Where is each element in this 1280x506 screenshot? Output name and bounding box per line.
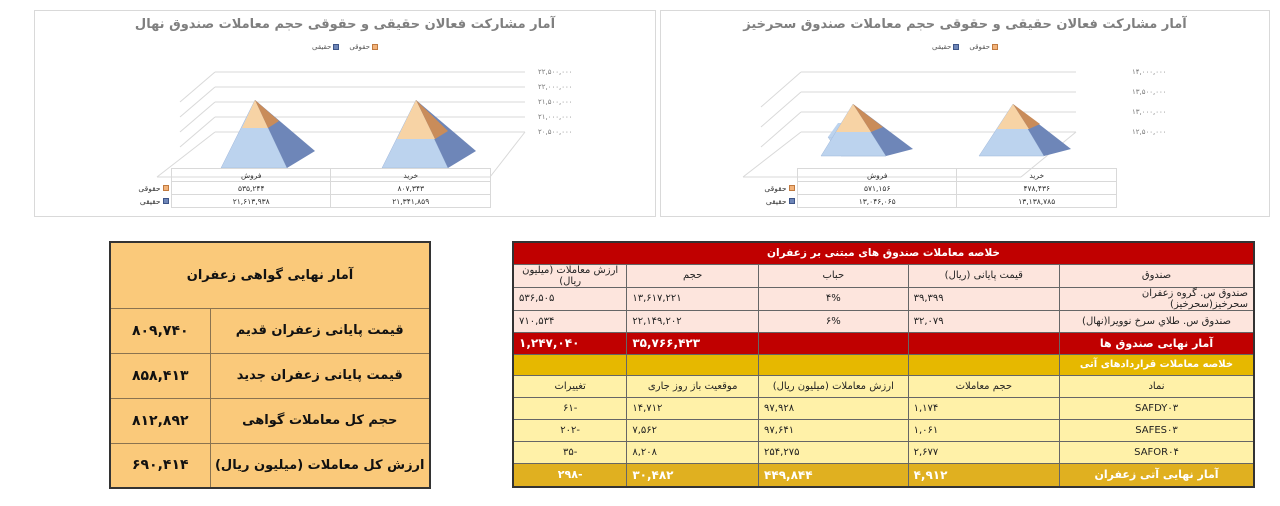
cat-sell: فروش	[797, 169, 957, 182]
y-tick: ۱۳,۰۰۰,۰۰۰	[1132, 108, 1167, 116]
table-row: حجم کل معاملات گواهی ۸۱۲,۸۹۲	[110, 398, 430, 443]
real-swatch-icon	[789, 198, 795, 204]
y-tick: ۲۲,۰۰۰,۰۰۰	[538, 83, 573, 91]
funds-title: خلاصه معاملات صندوق های مبتنی بر زعفران	[513, 242, 1254, 264]
table-row: صندوق س. گروه زعفران سحرخیز(سحرخیز) ۳۹,۳۹۹ ۴% ۱۳,۶۱۷,۲۲۱ ۵۳۶,۵۰۵	[513, 287, 1254, 310]
chart-sahar-title: آمار مشارکت فعالان حقیقی و حقوقی حجم معاملات صندوق سحرخیز	[743, 17, 1187, 32]
chart-nahal-panel	[34, 10, 656, 217]
certificate-stats-table	[109, 241, 431, 489]
row-legal: حقوقی	[748, 182, 798, 195]
legal-swatch-icon	[789, 185, 795, 191]
y-tick: ۱۴,۰۰۰,۰۰۰	[1132, 68, 1167, 76]
row-real: حقیقی	[122, 195, 172, 208]
row-legal: حقوقی	[122, 182, 172, 195]
y-tick: ۲۱,۵۰۰,۰۰۰	[538, 98, 573, 106]
chart-sahar-panel	[660, 10, 1270, 217]
legend-item-real: حقیقی	[932, 43, 959, 51]
table-row: SAFDY۰۳ ۱,۱۷۴ ۹۷,۹۲۸ ۱۴,۷۱۲ -۶۱	[513, 397, 1254, 419]
y-tick: ۲۱,۰۰۰,۰۰۰	[538, 113, 573, 121]
chart-nahal-title: آمار مشارکت فعالان حقیقی و حقوقی حجم معاملات صندوق نهال	[134, 17, 556, 32]
futures-total-row: آمار نهایی آتی زعفران ۴,۹۱۲ ۴۴۹,۸۴۴ ۳۰,۴۸۲ -۲۹۸	[513, 463, 1254, 487]
table-row: قیمت پایانی زعفران قدیم ۸۰۹,۷۴۰	[110, 308, 430, 353]
real-swatch-icon	[163, 198, 169, 204]
row-real: حقیقی	[748, 195, 798, 208]
table-row: ارزش کل معاملات (میلیون ریال) ۶۹۰,۴۱۴	[110, 443, 430, 488]
y-tick: ۲۲,۵۰۰,۰۰۰	[538, 68, 573, 76]
y-tick: ۱۳,۵۰۰,۰۰۰	[1132, 88, 1167, 96]
legend-item-legal: حقوقی	[969, 43, 998, 51]
futures-header-row: نماد حجم معاملات ارزش معاملات (میلیون ریال) موقعیت باز روز جاری تغییرات	[513, 375, 1254, 397]
chart-nahal-data-table: خرید فروش ۸۰۷,۳۴۳ ۵۳۵,۲۴۴ حقوقی ۲۱,۳۴۱,۸۵۹ ۲۱,۶۱۳,۹۳۸ حقیقی	[121, 168, 491, 208]
cat-buy: خرید	[331, 169, 491, 182]
table-row: قیمت پایانی زعفران جدید ۸۵۸,۴۱۳	[110, 353, 430, 398]
funds-futures-table	[512, 241, 1255, 488]
cat-buy: خرید	[957, 169, 1117, 182]
table-row: SAFOR۰۴ ۲,۶۷۷ ۲۵۴,۲۷۵ ۸,۲۰۸ -۳۵	[513, 441, 1254, 463]
legal-swatch-icon	[163, 185, 169, 191]
legend-item-legal: حقوقی	[349, 43, 378, 51]
chart-sahar-data-table: خرید فروش ۴۷۸,۴۳۶ ۵۷۱,۱۵۶ حقوقی ۱۳,۱۳۸,۷۸۵ ۱۳,۰۴۶,۰۶۵ حقیقی	[747, 168, 1117, 208]
funds-total-row: آمار نهایی صندوق ها ۳۵,۷۶۶,۴۲۳ ۱,۲۴۷,۰۴۰	[513, 332, 1254, 354]
legend-item-real: حقیقی	[312, 43, 339, 51]
certificate-title: آمار نهایی گواهی زعفران	[110, 242, 430, 308]
table-row: صندوق س. طلاي سرخ نوويرا(نهال) ۳۲,۰۷۹ ۶% ۲۲,۱۴۹,۲۰۲ ۷۱۰,۵۳۴	[513, 310, 1254, 332]
cat-sell: فروش	[171, 169, 331, 182]
futures-title: خلاصه معاملات قراردادهای آتی	[1060, 354, 1254, 375]
funds-header-row: صندوق قیمت پایانی (ریال) حباب حجم ارزش معاملات (میلیون ریال)	[513, 264, 1254, 287]
table-row: SAFES۰۳ ۱,۰۶۱ ۹۷,۶۴۱ ۷,۵۶۲ -۲۰۲	[513, 419, 1254, 441]
y-tick: ۲۰,۵۰۰,۰۰۰	[538, 128, 573, 136]
y-tick: ۱۲,۵۰۰,۰۰۰	[1132, 128, 1167, 136]
